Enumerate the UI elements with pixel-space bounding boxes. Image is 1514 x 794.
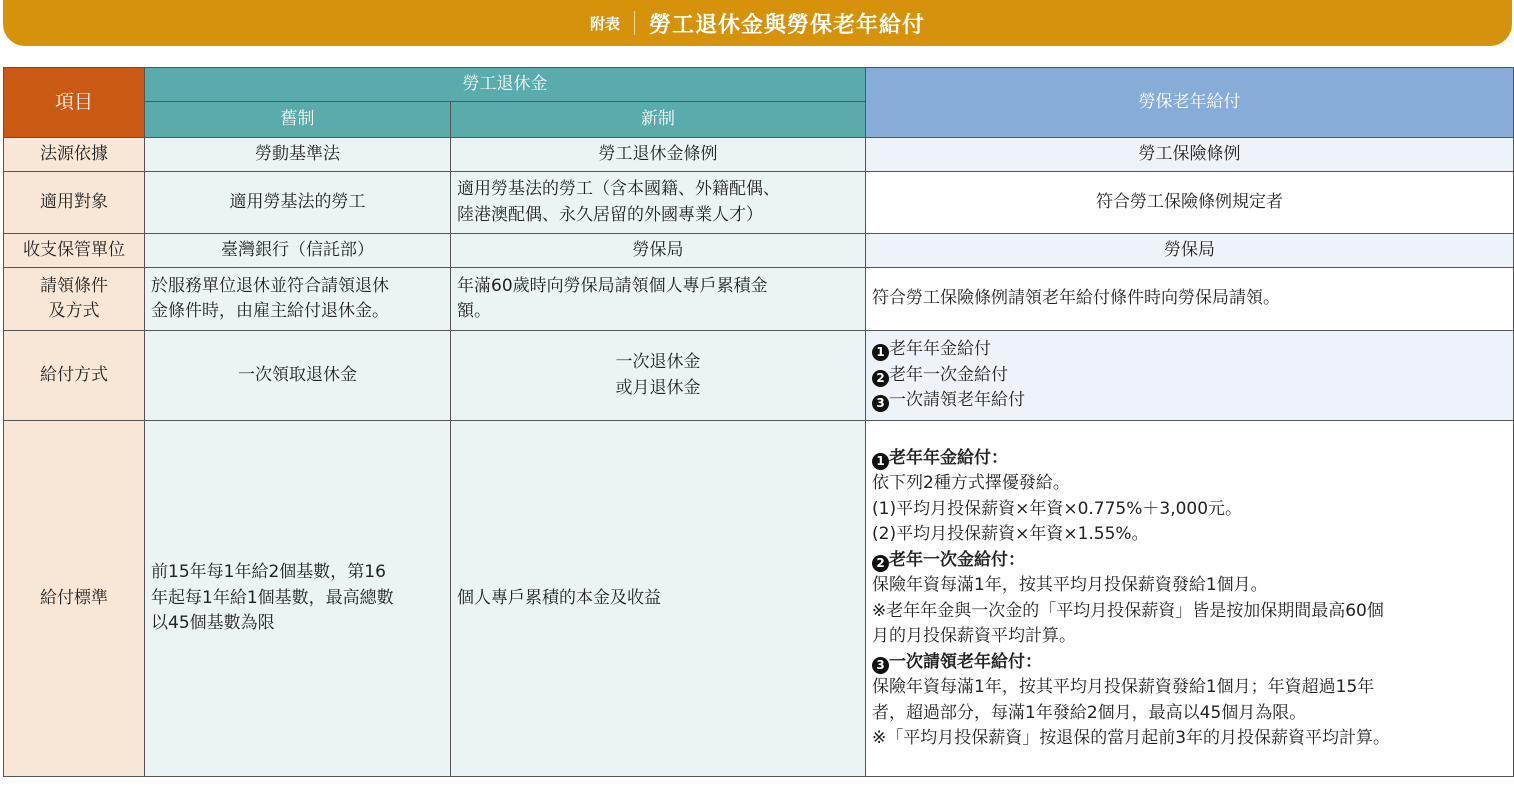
cell-scope-new <box>451 172 866 234</box>
row-label-scope: 適用對象 <box>4 172 145 234</box>
cell-method-lab <box>866 331 1514 421</box>
cell-custody-lab: 勞保局 <box>866 234 1514 268</box>
cell-legal-new: 勞工退休金條例 <box>451 138 866 172</box>
cell-custody-old: 臺灣銀行（信託部） <box>145 234 451 268</box>
cell-scope-old: 適用勞基法的勞工 <box>145 172 451 234</box>
method-item <box>872 337 1507 363</box>
section-heading-text: 老年一次金給付： <box>889 549 1025 570</box>
text-line: ※「平均月投保薪資」按退保的當月起前3年的月投保薪資平均計算。 <box>872 728 1391 748</box>
row-label-claim <box>4 268 145 331</box>
banner-title: 勞工退休金與勞保老年給付 <box>649 12 926 38</box>
method-item-text: 老年年金給付 <box>889 339 991 360</box>
row-custody <box>4 234 1514 268</box>
cell-claim-lab: 符合勞工保險條例請領老年給付條件時向勞保局請領。 <box>866 268 1514 331</box>
section-heading <box>872 650 1507 676</box>
cell-scope-lab: 符合勞工保險條例規定者 <box>866 172 1514 234</box>
cell-claim-old <box>145 268 451 331</box>
number-badge-icon: 1 <box>872 453 889 470</box>
method-item <box>872 363 1507 389</box>
comparison-table <box>3 67 1514 777</box>
number-badge-icon: 1 <box>872 344 889 361</box>
text-line: 請領條件 <box>40 275 108 296</box>
cell-claim-new <box>451 268 866 331</box>
text-line: 一次退休金 <box>615 352 701 372</box>
method-item-text: 一次請領老年給付 <box>889 390 1025 411</box>
row-scope <box>4 172 1514 234</box>
text-line: 前15年每1年給2個基數，第16 <box>151 562 386 583</box>
section-heading-text: 老年年金給付： <box>889 447 1008 468</box>
title-banner <box>3 0 1512 46</box>
text-line: 及方式 <box>48 301 100 321</box>
row-label-custody: 收支保管單位 <box>4 234 145 268</box>
text-line: 月的月投保薪資平均計算。 <box>872 626 1076 646</box>
header-labor-insurance: 勞保老年給付 <box>866 68 1514 138</box>
section-heading <box>872 446 1507 472</box>
text-line: 依下列2種方式擇優發給。 <box>872 473 1070 493</box>
cell-standard-new: 個人專戶累積的本金及收益 <box>451 421 866 777</box>
cell-standard-lab <box>866 421 1514 777</box>
banner-separator <box>634 11 635 35</box>
cell-method-old: 一次領取退休金 <box>145 331 451 421</box>
row-legal <box>4 138 1514 172</box>
row-label-standard: 給付標準 <box>4 421 145 777</box>
text-line: 年滿60歲時向勞保局請領個人專戶累積金 <box>457 275 768 296</box>
header-new-system: 新制 <box>451 102 866 138</box>
number-badge-icon: 3 <box>872 395 889 412</box>
header-item: 項目 <box>4 68 145 138</box>
section-heading-text: 一次請領老年給付： <box>889 651 1042 672</box>
number-badge-icon: 3 <box>872 657 889 674</box>
cell-custody-new: 勞保局 <box>451 234 866 268</box>
text-line: 或月退休金 <box>615 377 701 398</box>
text-line: 保險年資每滿1年，按其平均月投保薪資發給1個月；年資超過15年 <box>872 677 1375 697</box>
cell-legal-lab: 勞工保險條例 <box>866 138 1514 172</box>
header-retirement: 勞工退休金 <box>145 68 866 102</box>
section-heading <box>872 548 1507 574</box>
text-line: 金條件時，由雇主給付退休金。 <box>151 301 389 321</box>
text-line: 於服務單位退休並符合請領退休 <box>151 275 389 296</box>
text-line: 者，超過部分，每滿1年發給2個月，最高以45個月為限。 <box>872 702 1307 723</box>
number-badge-icon: 2 <box>872 555 889 572</box>
text-line: 額。 <box>457 301 491 321</box>
row-standard <box>4 421 1514 777</box>
row-label-method: 給付方式 <box>4 331 145 421</box>
row-label-legal: 法源依據 <box>4 138 145 172</box>
text-line: 保險年資每滿1年，按其平均月投保薪資發給1個月。 <box>872 575 1268 595</box>
text-line: (1)平均月投保薪資×年資×0.775%＋3,000元。 <box>872 498 1243 519</box>
method-item-text: 老年一次金給付 <box>889 364 1008 385</box>
row-claim <box>4 268 1514 331</box>
cell-method-new <box>451 331 866 421</box>
text-line: 適用勞基法的勞工（含本國籍、外籍配偶、 <box>457 179 780 199</box>
text-line: (2)平均月投保薪資×年資×1.55%。 <box>872 524 1149 544</box>
banner-prefix: 附表 <box>589 14 620 33</box>
method-item <box>872 388 1507 414</box>
cell-legal-old: 勞動基準法 <box>145 138 451 172</box>
text-line: 年起每1年給1個基數，最高總數 <box>151 587 394 608</box>
row-method <box>4 331 1514 421</box>
text-line: 陸港澳配偶、永久居留的外國專業人才） <box>457 204 763 225</box>
header-old-system: 舊制 <box>145 102 451 138</box>
cell-standard-old <box>145 421 451 777</box>
number-badge-icon: 2 <box>872 370 889 387</box>
text-line: ※老年年金與一次金的「平均月投保薪資」皆是按加保期間最高60個 <box>872 600 1384 621</box>
text-line: 以45個基數為限 <box>151 613 275 634</box>
